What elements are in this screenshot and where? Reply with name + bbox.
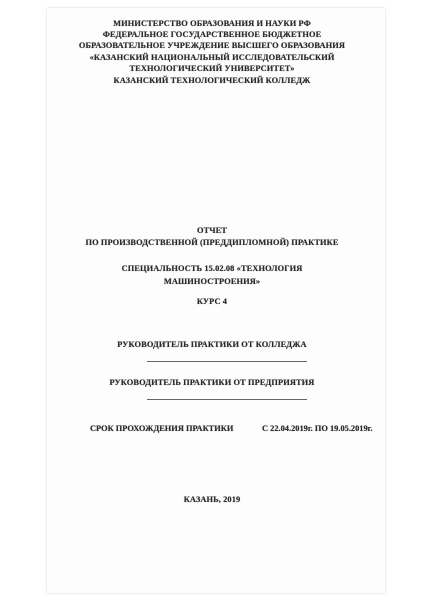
supervisor-enterprise-label: РУКОВОДИТЕЛЬ ПРАКТИКИ ОТ ПРЕДПРИЯТИЯ: [109, 378, 315, 387]
term-label: СРОК ПРОХОЖДЕНИЯ ПРАКТИКИ: [90, 424, 234, 433]
specialty-line-2: МАШИНОСТРОЕНИЯ»: [163, 277, 261, 286]
signature-line-college: [147, 361, 307, 362]
header-line-federal: ФЕДЕРАЛЬНОЕ ГОСУДАРСТВЕННОЕ БЮДЖЕТНОЕ: [102, 30, 322, 39]
header-line-university-2: ТЕХНОЛОГИЧЕСКИЙ УНИВЕРСИТЕТ»: [129, 64, 295, 73]
term-range: С 22.04.2019г. ПО 19.05.2019г.: [262, 424, 373, 433]
specialty-line-1: СПЕЦИАЛЬНОСТЬ 15.02.08 «ТЕХНОЛОГИЯ: [121, 264, 303, 273]
report-subtitle: ПО ПРОИЗВОДСТВЕННОЙ (ПРЕДДИПЛОМНОЙ) ПРАКТИКЕ: [85, 238, 339, 247]
header-line-university-1: «КАЗАНСКИЙ НАЦИОНАЛЬНЫЙ ИССЛЕДОВАТЕЛЬСКИЙ: [89, 53, 335, 62]
header-line-college: КАЗАНСКИЙ ТЕХНОЛОГИЧЕСКИЙ КОЛЛЕДЖ: [113, 76, 311, 85]
header-line-institution: ОБРАЗОВАТЕЛЬНОЕ УЧРЕЖДЕНИЕ ВЫСШЕГО ОБРАЗОВАНИЯ: [78, 41, 346, 50]
signature-line-enterprise: [147, 399, 307, 400]
supervisor-college-label: РУКОВОДИТЕЛЬ ПРАКТИКИ ОТ КОЛЛЕДЖА: [117, 340, 307, 349]
report-title: ОТЧЕТ: [197, 226, 227, 235]
city-year: КАЗАНЬ, 2019: [183, 495, 241, 504]
course-label: КУРС 4: [196, 297, 228, 306]
header-line-ministry: МИНИСТЕРСТВО ОБРАЗОВАНИЯ И НАУКИ РФ: [113, 19, 311, 28]
